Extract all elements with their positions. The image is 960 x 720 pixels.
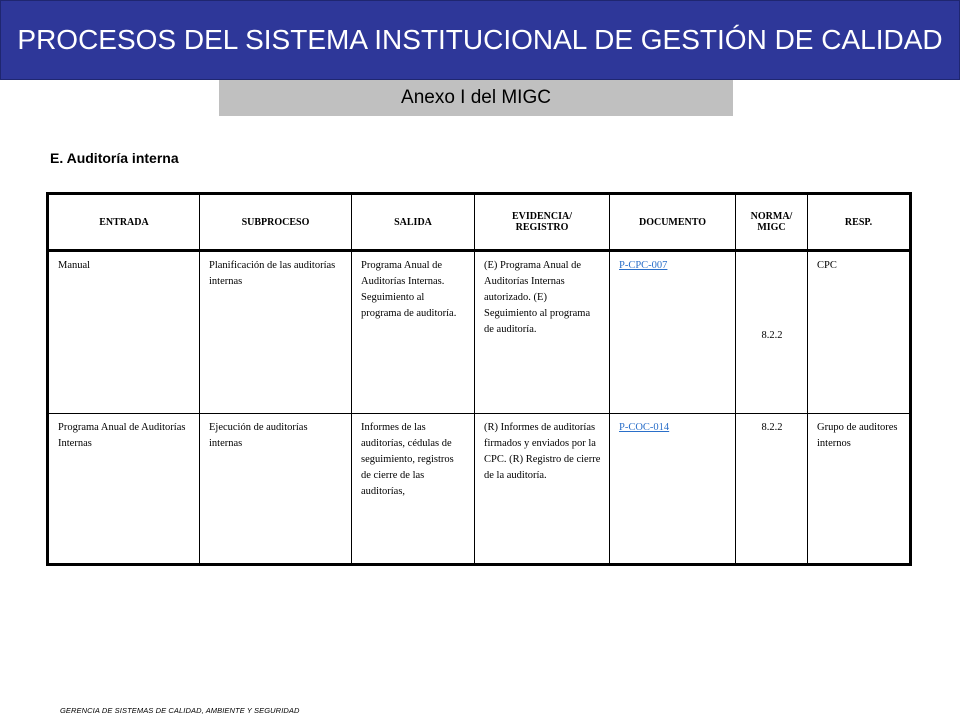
document-link[interactable]: P-CPC-007 bbox=[619, 260, 668, 271]
column-header-subproceso: SUBPROCESO bbox=[200, 195, 352, 251]
column-header-salida: SALIDA bbox=[352, 195, 475, 251]
cell-salida: Programa Anual de Auditorías Internas. Seguimiento al programa de auditoría. bbox=[352, 251, 475, 414]
document-link[interactable]: P-COC-014 bbox=[619, 422, 670, 433]
cell-resp: Grupo de auditores internos bbox=[808, 414, 910, 565]
column-header-resp: RESP. bbox=[808, 195, 910, 251]
cell-entrada: Manual bbox=[49, 251, 200, 414]
cell-resp: CPC bbox=[808, 251, 910, 414]
section-title: E. Auditoría interna bbox=[50, 150, 179, 166]
cell-documento bbox=[610, 414, 736, 565]
process-table bbox=[48, 194, 910, 565]
column-header-evidencia bbox=[475, 195, 610, 251]
process-table-frame bbox=[46, 192, 912, 566]
column-header-documento: DOCUMENTO bbox=[610, 195, 736, 251]
cell-evidencia: (R) Informes de auditorías firmados y enviados por la CPC. (R) Registro de cierre de la auditoría. bbox=[475, 414, 610, 565]
table-row bbox=[49, 251, 910, 414]
table-row bbox=[49, 414, 910, 565]
column-header-norma-label: NORMA/ MIGC bbox=[750, 211, 793, 233]
column-header-evidencia-label: EVIDENCIA/ REGISTRO bbox=[511, 211, 572, 233]
column-header-norma bbox=[736, 195, 808, 251]
cell-norma: 8.2.2 bbox=[736, 414, 808, 565]
column-header-entrada: ENTRADA bbox=[49, 195, 200, 251]
cell-documento bbox=[610, 251, 736, 414]
cell-evidencia: (E) Programa Anual de Auditorías Internas autorizado. (E) Seguimiento al programa de auditoría. bbox=[475, 251, 610, 414]
cell-salida: Informes de las auditorías, cédulas de seguimiento, registros de cierre de las auditorías, bbox=[352, 414, 475, 565]
table-header-row bbox=[49, 195, 910, 251]
footer-text: GERENCIA DE SISTEMAS DE CALIDAD, AMBIENTE Y SEGURIDAD bbox=[60, 706, 300, 715]
cell-subproceso: Planificación de las auditorías internas bbox=[200, 251, 352, 414]
page-title: PROCESOS DEL SISTEMA INSTITUCIONAL DE GESTIÓN DE CALIDAD bbox=[17, 24, 943, 55]
cell-entrada: Programa Anual de Auditorías Internas bbox=[49, 414, 200, 565]
cell-subproceso: Ejecución de auditorías internas bbox=[200, 414, 352, 565]
title-banner bbox=[0, 0, 960, 80]
annex-subtitle: Anexo I del MIGC bbox=[401, 87, 551, 108]
cell-norma: 8.2.2 bbox=[736, 251, 808, 414]
annex-banner bbox=[219, 80, 733, 116]
